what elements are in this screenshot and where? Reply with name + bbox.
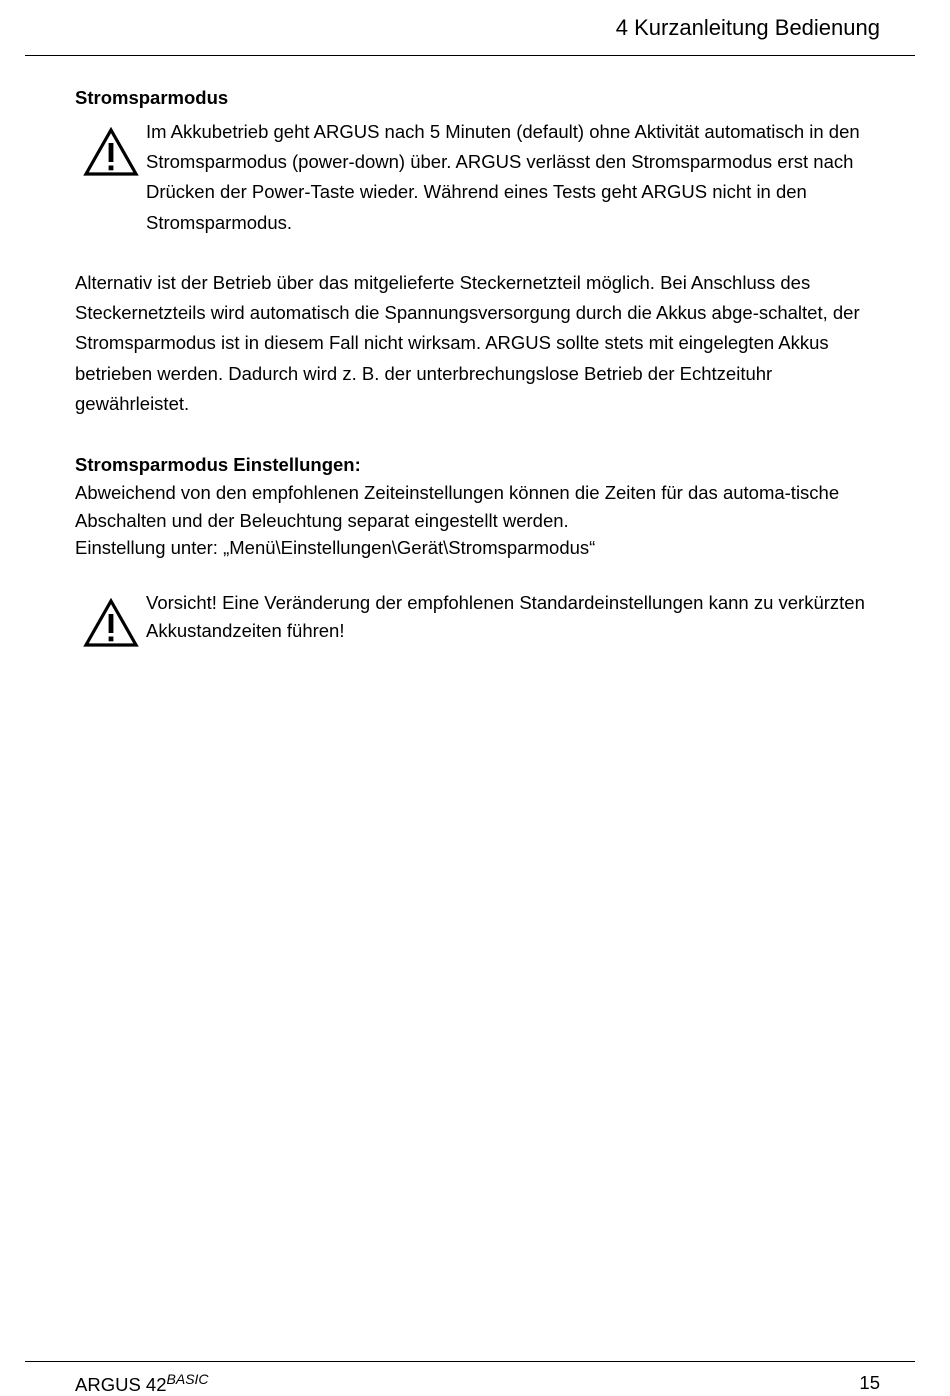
section-heading-einstellungen: Stromsparmodus Einstellungen: <box>75 454 361 475</box>
paragraph-power-supply: Alternativ ist der Betrieb über das mitgelieferte Steckernetzteil möglich. Bei Anschluss des Steckernetzteils wird automatisch die Spannungsversorgung durch die Akkus abge-schaltet, der Stromsparmodus ist in diesem Fall nicht wirksam. ARGUS sollte stets mit eingelegten Akkus betrieben werden. Dadurch wird z. B. der unterbrechungslose Betrieb der Echtzeituhr gewährleistet. <box>75 272 860 414</box>
warning-text-caution: Vorsicht! Eine Veränderung der empfohlenen Standardeinstellungen kann zu verkürzten Akkustandzeiten führen! <box>146 592 865 641</box>
warning-triangle-icon <box>83 598 139 648</box>
chapter-title: 4 Kurzanleitung Bedienung <box>615 15 880 40</box>
product-edition: BASIC <box>166 1371 209 1387</box>
footer-product-name <box>75 1371 209 1396</box>
settings-menu-path: Einstellung unter: „Menü\Einstellungen\Gerät\Stromsparmodus“ <box>75 537 596 558</box>
header-divider <box>25 55 915 56</box>
product-name: ARGUS 42 <box>75 1374 167 1395</box>
footer-divider <box>25 1361 915 1362</box>
page-number: 15 <box>859 1372 880 1393</box>
paragraph-settings: Abweichend von den empfohlenen Zeiteinstellungen können die Zeiten für das automa-tische Abschalten und der Beleuchtung separat eingestellt werden. <box>75 482 840 531</box>
warning-triangle-icon <box>83 127 139 177</box>
section-heading-stromsparmodus: Stromsparmodus <box>75 87 229 108</box>
warning-text-power-down: Im Akkubetrieb geht ARGUS nach 5 Minuten (default) ohne Aktivität automatisch in den Stromsparmodus (power-down) über. ARGUS verlässt den Stromsparmodus erst nach Drücken der Power-Taste wieder. Während eines Tests geht ARGUS nicht in den Stromsparmodus. <box>146 121 860 233</box>
